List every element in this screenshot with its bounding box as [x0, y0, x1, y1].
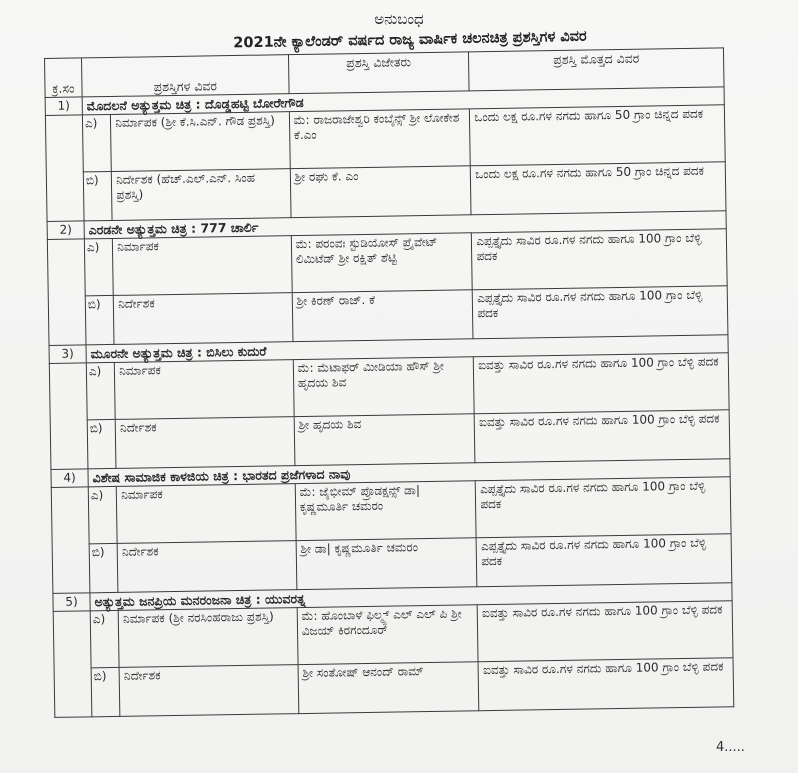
serial-spacer-cell [47, 239, 86, 346]
category-cell: ನಿರ್ದೇಶಕ [117, 541, 296, 593]
section-title: ವಿಶೇಷ ಸಾಮಾಜಿಕ ಕಾಳಜಿಯ ಚಿತ್ರ : ಭಾರತದ ಪ್ರಜೆಗಳಾದ ನಾವು [88, 459, 730, 487]
document-title: 2021ನೇ ಕ್ಯಾಲೆಂಡರ್ ವರ್ಷದ ರಾಜ್ಯ ವಾರ್ಷಿಕ ಚಲನಚಿತ್ರ ಪ್ರಶಸ್ತಿಗಳ ವಿವರ [233, 28, 587, 52]
category-cell: ನಿರ್ಮಾಪಕ [115, 360, 294, 420]
winner-cell: ಶ್ರೀ ಹೃದಯ ಶಿವ [294, 414, 475, 466]
amount-cell: ಎಪ್ಪತ್ತೈದು ಸಾವಿರ ರೂ.ಗಳ ನಗದು ಹಾಗೂ 100 ಗ್ರಾಂ ಬೆಳ್ಳಿ ಪದಕ [476, 477, 732, 538]
table-row [47, 229, 727, 297]
serial-spacer-cell [51, 487, 90, 594]
amount-cell: ಐವತ್ತು ಸಾವಿರ ರೂ.ಗಳ ನಗದು ಹಾಗೂ 100 ಗ್ರಾಂ ಬೆಳ್ಳಿ ಪದಕ [474, 353, 730, 414]
category-cell: ನಿರ್ದೇಶಕ (ಹೆಚ್.ಎಲ್.ಎನ್. ಸಿಂಹ ಪ್ರಶಸ್ತಿ) [112, 169, 291, 221]
sub-index-cell: ಬಿ) [91, 667, 120, 716]
serial-spacer-cell [53, 611, 92, 718]
header-winners: ಪ್ರಶಸ್ತಿ ವಿಜೇತರು [288, 52, 469, 94]
amount-cell: ಎಪ್ಪತ್ತೈದು ಸಾವಿರ ರೂ.ಗಳ ನಗದು ಹಾಗೂ 100 ಗ್ರಾಂ ಬೆಳ್ಳಿ ಪದಕ [472, 229, 728, 290]
awards-table [44, 47, 734, 718]
winner-cell: ಶ್ರೀ ಡಾ| ಕೃಷ್ಣಮೂರ್ತಿ ಚಮರಂ [296, 538, 477, 590]
winner-cell: ಮೆ: ಜೈಭೀಮ್ ಪ್ರೊಡಕ್ಷನ್ಸ್ ಡಾ| ಕೃಷ್ಣಮೂರ್ತಿ ಚಮರಂ [295, 481, 476, 541]
amount-cell: ಐವತ್ತು ಸಾವಿರ ರೂ.ಗಳ ನಗದು ಹಾಗೂ 100 ಗ್ರಾಂ ಬೆಳ್ಳಿ ಪದಕ [478, 658, 733, 711]
sub-index-cell: ಎ) [84, 238, 113, 295]
awards-table-wrapper [44, 47, 734, 718]
category-cell: ನಿರ್ದೇಶಕ [114, 293, 293, 345]
amount-cell: ಎಪ್ಪತ್ತೈದು ಸಾವಿರ ರೂ.ಗಳ ನಗದು ಹಾಗೂ 100 ಗ್ರಾಂ ಬೆಳ್ಳಿ ಪದಕ [476, 534, 731, 587]
section-serial: 5) [53, 593, 90, 612]
header-category: ಪ್ರಶಸ್ತಿಗಳ ವಿವರ [81, 55, 288, 97]
table-row [53, 601, 733, 669]
section-title: ಮೊದಲನೆ ಅತ್ಯುತ್ತಮ ಚಿತ್ರ : ದೊಡ್ಡಹಟ್ಟಿ ಬೋರೇಗೌಡ [82, 87, 724, 115]
sub-index-cell: ಬಿ) [83, 171, 112, 220]
section-title: ಅತ್ಯುತ್ತಮ ಜನಪ್ರಿಯ ಮನರಂಜನಾ ಚಿತ್ರ : ಯುವರತ್ನ [90, 583, 732, 611]
winner-cell: ಮೆ: ಮೆಟಾಫರ್ ಮೀಡಿಯಾ ಹೌಸ್ ಶ್ರೀ ಹೃದಯ ಶಿವ [293, 357, 474, 417]
table-row [45, 105, 725, 173]
amount-cell: ಐವತ್ತು ಸಾವಿರ ರೂ.ಗಳ ನಗದು ಹಾಗೂ 100 ಗ್ರಾಂ ಬೆಳ್ಳಿ ಪದಕ [474, 410, 729, 463]
amount-cell: ಎಪ್ಪತ್ತೈದು ಸಾವಿರ ರೂ.ಗಳ ನಗದು ಹಾಗೂ 100 ಗ್ರಾಂ ಬೆಳ್ಳಿ ಪದಕ [473, 286, 728, 339]
table-row [54, 658, 734, 718]
sub-index-cell: ಎ) [88, 486, 117, 543]
table-body [45, 87, 734, 718]
winner-cell: ಮೆ: ಪರಂವಃ ಸ್ಟುಡಿಯೋಸ್ ಪ್ರೈವೇಟ್ ಲಿಮಿಟೆಡ್ ಶ್ರೀ ರಕ್ಷಿತ್ ಶೆಟ್ಟಿ [291, 233, 472, 293]
page-continuation-marker: 4..... [716, 740, 745, 755]
amount-cell: ಐವತ್ತು ಸಾವಿರ ರೂ.ಗಳ ನಗದು ಹಾಗೂ 100 ಗ್ರಾಂ ಬೆಳ್ಳಿ ಪದಕ [477, 601, 733, 662]
table-row [49, 353, 729, 421]
table-row [51, 477, 731, 545]
category-cell: ನಿರ್ದೇಶಕ [115, 417, 294, 469]
category-cell: ನಿರ್ಮಾಪಕ [117, 484, 296, 544]
category-cell: ನಿರ್ದೇಶಕ [119, 665, 298, 717]
category-cell: ನಿರ್ಮಾಪಕ [113, 236, 292, 296]
amount-cell: ಒಂದು ಲಕ್ಷ ರೂ.ಗಳ ನಗದು ಹಾಗೂ 50 ಗ್ರಾಂ ಚಿನ್ನದ ಪದಕ [471, 162, 726, 215]
winner-cell: ಮೆ: ಹೊಂಬಾಳೆ ಫಿಲ್ಮ್ಸ್ ಎಲ್ ಎಲ್ ಪಿ ಶ್ರೀ ವಿಜಯ್ ಕಿರಗಂದೂರ್ [297, 605, 478, 665]
sub-index-cell: ಎ) [82, 114, 111, 171]
category-cell: ನಿರ್ಮಾಪಕ (ಶ್ರೀ ನರಸಿಂಹರಾಜು ಪ್ರಶಸ್ತಿ) [118, 608, 297, 668]
sub-index-cell: ಎ) [86, 362, 115, 419]
section-serial: 4) [51, 469, 88, 488]
sub-index-cell: ಬಿ) [85, 295, 114, 344]
amount-cell: ಒಂದು ಲಕ್ಷ ರೂ.ಗಳ ನಗದು ಹಾಗೂ 50 ಗ್ರಾಂ ಚಿನ್ನದ ಪದಕ [470, 105, 726, 166]
sub-index-cell: ಬಿ) [89, 543, 118, 592]
header-serial: ಕ್ರ.ಸಂ [45, 58, 83, 98]
winner-cell: ಶ್ರೀ ರಘು ಕೆ. ಎಂ [290, 166, 471, 218]
annexure-heading: ಅನುಬಂಧ [374, 10, 424, 28]
sub-index-cell: ಎ) [90, 610, 119, 667]
section-serial: 1) [45, 97, 82, 116]
category-cell: ನಿರ್ಮಾಪಕ (ಶ್ರೀ ಕೆ.ಸಿ.ಎನ್. ಗೌಡ ಪ್ರಶಸ್ತಿ) [111, 112, 290, 172]
header-amount: ಪ್ರಶಸ್ತಿ ಮೊತ್ತದ ವಿವರ [469, 48, 724, 91]
serial-spacer-cell [49, 363, 88, 470]
sub-index-cell: ಬಿ) [87, 419, 116, 468]
section-title: ಎರಡನೇ ಅತ್ಯುತ್ತಮ ಚಿತ್ರ : 777 ಚಾರ್ಲಿ [84, 211, 726, 239]
winner-cell: ಶ್ರೀ ಕಿರಣ್ ರಾಜ್. ಕೆ [292, 290, 473, 342]
section-serial: 2) [47, 221, 84, 240]
winner-cell: ಮೆ: ರಾಜರಾಜೇಶ್ವರಿ ಕಂಬೈನ್ಸ್ ಶ್ರೀ ಲೋಕೇಶ ಕೆ.ಎಂ [289, 109, 470, 169]
section-title: ಮೂರನೇ ಅತ್ಯುತ್ತಮ ಚಿತ್ರ : ಬಿಸಿಲು ಕುದುರೆ [86, 335, 728, 363]
winner-cell: ಶ್ರೀ ಸಂತೋಷ್ ಆನಂದ್ ರಾಮ್ [298, 662, 479, 714]
serial-spacer-cell [45, 115, 84, 222]
section-serial: 3) [49, 345, 86, 364]
